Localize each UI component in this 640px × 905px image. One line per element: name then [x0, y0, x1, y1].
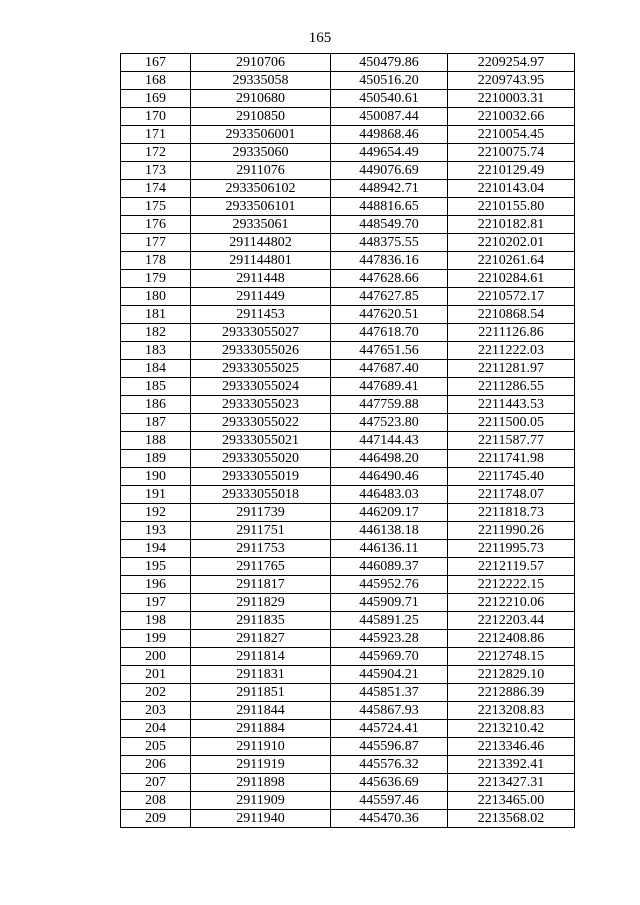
point-number-cell: 207: [121, 774, 191, 792]
point-id-cell: 291144801: [191, 252, 331, 270]
point-number-cell: 181: [121, 306, 191, 324]
y-coordinate-cell: 2211990.26: [448, 522, 575, 540]
point-id-cell: 2911909: [191, 792, 331, 810]
point-id-cell: 29335058: [191, 72, 331, 90]
point-id-cell: 2911739: [191, 504, 331, 522]
point-id-cell: 2911817: [191, 576, 331, 594]
point-number-cell: 186: [121, 396, 191, 414]
x-coordinate-cell: 445891.25: [331, 612, 448, 630]
point-number-cell: 169: [121, 90, 191, 108]
table-row: [121, 594, 575, 612]
point-number-cell: 168: [121, 72, 191, 90]
y-coordinate-cell: 2211995.73: [448, 540, 575, 558]
table-row: [121, 306, 575, 324]
point-id-cell: 2911827: [191, 630, 331, 648]
x-coordinate-cell: 446209.17: [331, 504, 448, 522]
table-row: [121, 108, 575, 126]
point-id-cell: 2911940: [191, 810, 331, 828]
x-coordinate-cell: 445596.87: [331, 738, 448, 756]
table-row: [121, 162, 575, 180]
x-coordinate-cell: 447523.80: [331, 414, 448, 432]
table-row: [121, 756, 575, 774]
table-row: [121, 468, 575, 486]
x-coordinate-cell: 445576.32: [331, 756, 448, 774]
y-coordinate-cell: 2211745.40: [448, 468, 575, 486]
table-body: [121, 54, 575, 828]
table-row: [121, 180, 575, 198]
y-coordinate-cell: 2212210.06: [448, 594, 575, 612]
y-coordinate-cell: 2212408.86: [448, 630, 575, 648]
table-row: [121, 738, 575, 756]
table-row: [121, 396, 575, 414]
x-coordinate-cell: 450479.86: [331, 54, 448, 72]
x-coordinate-cell: 445851.37: [331, 684, 448, 702]
point-number-cell: 174: [121, 180, 191, 198]
point-id-cell: 2911919: [191, 756, 331, 774]
table-row: [121, 234, 575, 252]
point-number-cell: 200: [121, 648, 191, 666]
y-coordinate-cell: 2211587.77: [448, 432, 575, 450]
y-coordinate-cell: 2210075.74: [448, 144, 575, 162]
point-id-cell: 2911910: [191, 738, 331, 756]
point-number-cell: 185: [121, 378, 191, 396]
point-id-cell: 2911884: [191, 720, 331, 738]
table-row: [121, 270, 575, 288]
x-coordinate-cell: 445923.28: [331, 630, 448, 648]
y-coordinate-cell: 2211748.07: [448, 486, 575, 504]
point-number-cell: 172: [121, 144, 191, 162]
point-id-cell: 2933506001: [191, 126, 331, 144]
y-coordinate-cell: 2213568.02: [448, 810, 575, 828]
table-row: [121, 558, 575, 576]
point-number-cell: 192: [121, 504, 191, 522]
point-id-cell: 2911898: [191, 774, 331, 792]
table-row: [121, 288, 575, 306]
x-coordinate-cell: 448942.71: [331, 180, 448, 198]
point-id-cell: 29333055026: [191, 342, 331, 360]
y-coordinate-cell: 2212748.15: [448, 648, 575, 666]
x-coordinate-cell: 449076.69: [331, 162, 448, 180]
y-coordinate-cell: 2209254.97: [448, 54, 575, 72]
x-coordinate-cell: 446138.18: [331, 522, 448, 540]
point-number-cell: 179: [121, 270, 191, 288]
x-coordinate-cell: 445904.21: [331, 666, 448, 684]
table-row: [121, 612, 575, 630]
x-coordinate-cell: 446483.03: [331, 486, 448, 504]
y-coordinate-cell: 2211443.53: [448, 396, 575, 414]
point-number-cell: 188: [121, 432, 191, 450]
x-coordinate-cell: 446498.20: [331, 450, 448, 468]
coordinates-table: [120, 53, 575, 828]
y-coordinate-cell: 2210143.04: [448, 180, 575, 198]
point-number-cell: 175: [121, 198, 191, 216]
x-coordinate-cell: 448816.65: [331, 198, 448, 216]
y-coordinate-cell: 2210182.81: [448, 216, 575, 234]
point-id-cell: 29333055019: [191, 468, 331, 486]
table-row: [121, 684, 575, 702]
point-number-cell: 176: [121, 216, 191, 234]
x-coordinate-cell: 446089.37: [331, 558, 448, 576]
x-coordinate-cell: 445636.69: [331, 774, 448, 792]
table-row: [121, 576, 575, 594]
y-coordinate-cell: 2212829.10: [448, 666, 575, 684]
table-row: [121, 378, 575, 396]
x-coordinate-cell: 446136.11: [331, 540, 448, 558]
y-coordinate-cell: 2210572.17: [448, 288, 575, 306]
x-coordinate-cell: 447689.41: [331, 378, 448, 396]
point-id-cell: 2911835: [191, 612, 331, 630]
y-coordinate-cell: 2213210.42: [448, 720, 575, 738]
x-coordinate-cell: 445724.41: [331, 720, 448, 738]
table-row: [121, 504, 575, 522]
x-coordinate-cell: 447759.88: [331, 396, 448, 414]
page-number: 165: [308, 30, 332, 46]
table-row: [121, 792, 575, 810]
point-id-cell: 29333055027: [191, 324, 331, 342]
x-coordinate-cell: 447627.85: [331, 288, 448, 306]
y-coordinate-cell: 2213465.00: [448, 792, 575, 810]
y-coordinate-cell: 2213346.46: [448, 738, 575, 756]
y-coordinate-cell: 2212203.44: [448, 612, 575, 630]
y-coordinate-cell: 2210284.61: [448, 270, 575, 288]
point-number-cell: 204: [121, 720, 191, 738]
table-row: [121, 252, 575, 270]
x-coordinate-cell: 450516.20: [331, 72, 448, 90]
point-id-cell: 2911851: [191, 684, 331, 702]
table-row: [121, 90, 575, 108]
point-number-cell: 201: [121, 666, 191, 684]
point-id-cell: 2911844: [191, 702, 331, 720]
point-number-cell: 187: [121, 414, 191, 432]
point-number-cell: 199: [121, 630, 191, 648]
point-number-cell: 190: [121, 468, 191, 486]
y-coordinate-cell: 2210155.80: [448, 198, 575, 216]
y-coordinate-cell: 2213208.83: [448, 702, 575, 720]
x-coordinate-cell: 449868.46: [331, 126, 448, 144]
y-coordinate-cell: 2210032.66: [448, 108, 575, 126]
point-id-cell: 29335061: [191, 216, 331, 234]
point-id-cell: 2911831: [191, 666, 331, 684]
x-coordinate-cell: 447618.70: [331, 324, 448, 342]
table-row: [121, 630, 575, 648]
point-id-cell: 29333055025: [191, 360, 331, 378]
x-coordinate-cell: 449654.49: [331, 144, 448, 162]
x-coordinate-cell: 447687.40: [331, 360, 448, 378]
point-id-cell: 2911448: [191, 270, 331, 288]
point-id-cell: 29333055018: [191, 486, 331, 504]
point-id-cell: 2910850: [191, 108, 331, 126]
y-coordinate-cell: 2210054.45: [448, 126, 575, 144]
point-number-cell: 171: [121, 126, 191, 144]
x-coordinate-cell: 447144.43: [331, 432, 448, 450]
table-row: [121, 702, 575, 720]
y-coordinate-cell: 2210129.49: [448, 162, 575, 180]
x-coordinate-cell: 450540.61: [331, 90, 448, 108]
y-coordinate-cell: 2212886.39: [448, 684, 575, 702]
y-coordinate-cell: 2210003.31: [448, 90, 575, 108]
point-id-cell: 2911829: [191, 594, 331, 612]
y-coordinate-cell: 2210261.64: [448, 252, 575, 270]
point-id-cell: 2911453: [191, 306, 331, 324]
x-coordinate-cell: 445470.36: [331, 810, 448, 828]
y-coordinate-cell: 2210202.01: [448, 234, 575, 252]
table-row: [121, 216, 575, 234]
table-row: [121, 540, 575, 558]
point-number-cell: 182: [121, 324, 191, 342]
point-id-cell: 29333055023: [191, 396, 331, 414]
table-row: [121, 54, 575, 72]
point-number-cell: 184: [121, 360, 191, 378]
point-number-cell: 183: [121, 342, 191, 360]
table-row: [121, 486, 575, 504]
x-coordinate-cell: 447836.16: [331, 252, 448, 270]
x-coordinate-cell: 445952.76: [331, 576, 448, 594]
point-number-cell: 206: [121, 756, 191, 774]
table-row: [121, 522, 575, 540]
point-number-cell: 194: [121, 540, 191, 558]
point-id-cell: 2911814: [191, 648, 331, 666]
point-number-cell: 167: [121, 54, 191, 72]
y-coordinate-cell: 2212222.15: [448, 576, 575, 594]
point-number-cell: 198: [121, 612, 191, 630]
table-row: [121, 198, 575, 216]
x-coordinate-cell: 448375.55: [331, 234, 448, 252]
point-number-cell: 195: [121, 558, 191, 576]
y-coordinate-cell: 2213392.41: [448, 756, 575, 774]
x-coordinate-cell: 445969.70: [331, 648, 448, 666]
point-number-cell: 173: [121, 162, 191, 180]
x-coordinate-cell: 445597.46: [331, 792, 448, 810]
point-number-cell: 202: [121, 684, 191, 702]
y-coordinate-cell: 2213427.31: [448, 774, 575, 792]
table-row: [121, 720, 575, 738]
point-number-cell: 208: [121, 792, 191, 810]
point-number-cell: 196: [121, 576, 191, 594]
x-coordinate-cell: 448549.70: [331, 216, 448, 234]
y-coordinate-cell: 2211126.86: [448, 324, 575, 342]
table-row: [121, 774, 575, 792]
point-number-cell: 203: [121, 702, 191, 720]
x-coordinate-cell: 445867.93: [331, 702, 448, 720]
y-coordinate-cell: 2211286.55: [448, 378, 575, 396]
point-id-cell: 2911751: [191, 522, 331, 540]
table-row: [121, 450, 575, 468]
table-row: [121, 324, 575, 342]
x-coordinate-cell: 447628.66: [331, 270, 448, 288]
y-coordinate-cell: 2209743.95: [448, 72, 575, 90]
point-id-cell: 2910680: [191, 90, 331, 108]
point-id-cell: 2910706: [191, 54, 331, 72]
y-coordinate-cell: 2211818.73: [448, 504, 575, 522]
point-number-cell: 209: [121, 810, 191, 828]
x-coordinate-cell: 447620.51: [331, 306, 448, 324]
table-row: [121, 72, 575, 90]
point-id-cell: 2911076: [191, 162, 331, 180]
table-row: [121, 342, 575, 360]
point-id-cell: 2911765: [191, 558, 331, 576]
x-coordinate-cell: 446490.46: [331, 468, 448, 486]
point-id-cell: 2911449: [191, 288, 331, 306]
table-row: [121, 360, 575, 378]
point-number-cell: 177: [121, 234, 191, 252]
point-id-cell: 29333055020: [191, 450, 331, 468]
y-coordinate-cell: 2211222.03: [448, 342, 575, 360]
table-row: [121, 126, 575, 144]
table-row: [121, 432, 575, 450]
point-id-cell: 2911753: [191, 540, 331, 558]
x-coordinate-cell: 447651.56: [331, 342, 448, 360]
point-id-cell: 29333055021: [191, 432, 331, 450]
table-row: [121, 144, 575, 162]
point-number-cell: 189: [121, 450, 191, 468]
point-number-cell: 170: [121, 108, 191, 126]
table-row: [121, 414, 575, 432]
x-coordinate-cell: 445909.71: [331, 594, 448, 612]
y-coordinate-cell: 2210868.54: [448, 306, 575, 324]
point-number-cell: 180: [121, 288, 191, 306]
table-row: [121, 648, 575, 666]
point-id-cell: 291144802: [191, 234, 331, 252]
point-id-cell: 2933506101: [191, 198, 331, 216]
y-coordinate-cell: 2211741.98: [448, 450, 575, 468]
x-coordinate-cell: 450087.44: [331, 108, 448, 126]
y-coordinate-cell: 2212119.57: [448, 558, 575, 576]
point-id-cell: 29333055022: [191, 414, 331, 432]
point-number-cell: 191: [121, 486, 191, 504]
y-coordinate-cell: 2211281.97: [448, 360, 575, 378]
point-number-cell: 205: [121, 738, 191, 756]
point-id-cell: 2933506102: [191, 180, 331, 198]
point-number-cell: 193: [121, 522, 191, 540]
y-coordinate-cell: 2211500.05: [448, 414, 575, 432]
point-number-cell: 197: [121, 594, 191, 612]
point-id-cell: 29333055024: [191, 378, 331, 396]
point-number-cell: 178: [121, 252, 191, 270]
table-row: [121, 666, 575, 684]
point-id-cell: 29335060: [191, 144, 331, 162]
table-row: [121, 810, 575, 828]
